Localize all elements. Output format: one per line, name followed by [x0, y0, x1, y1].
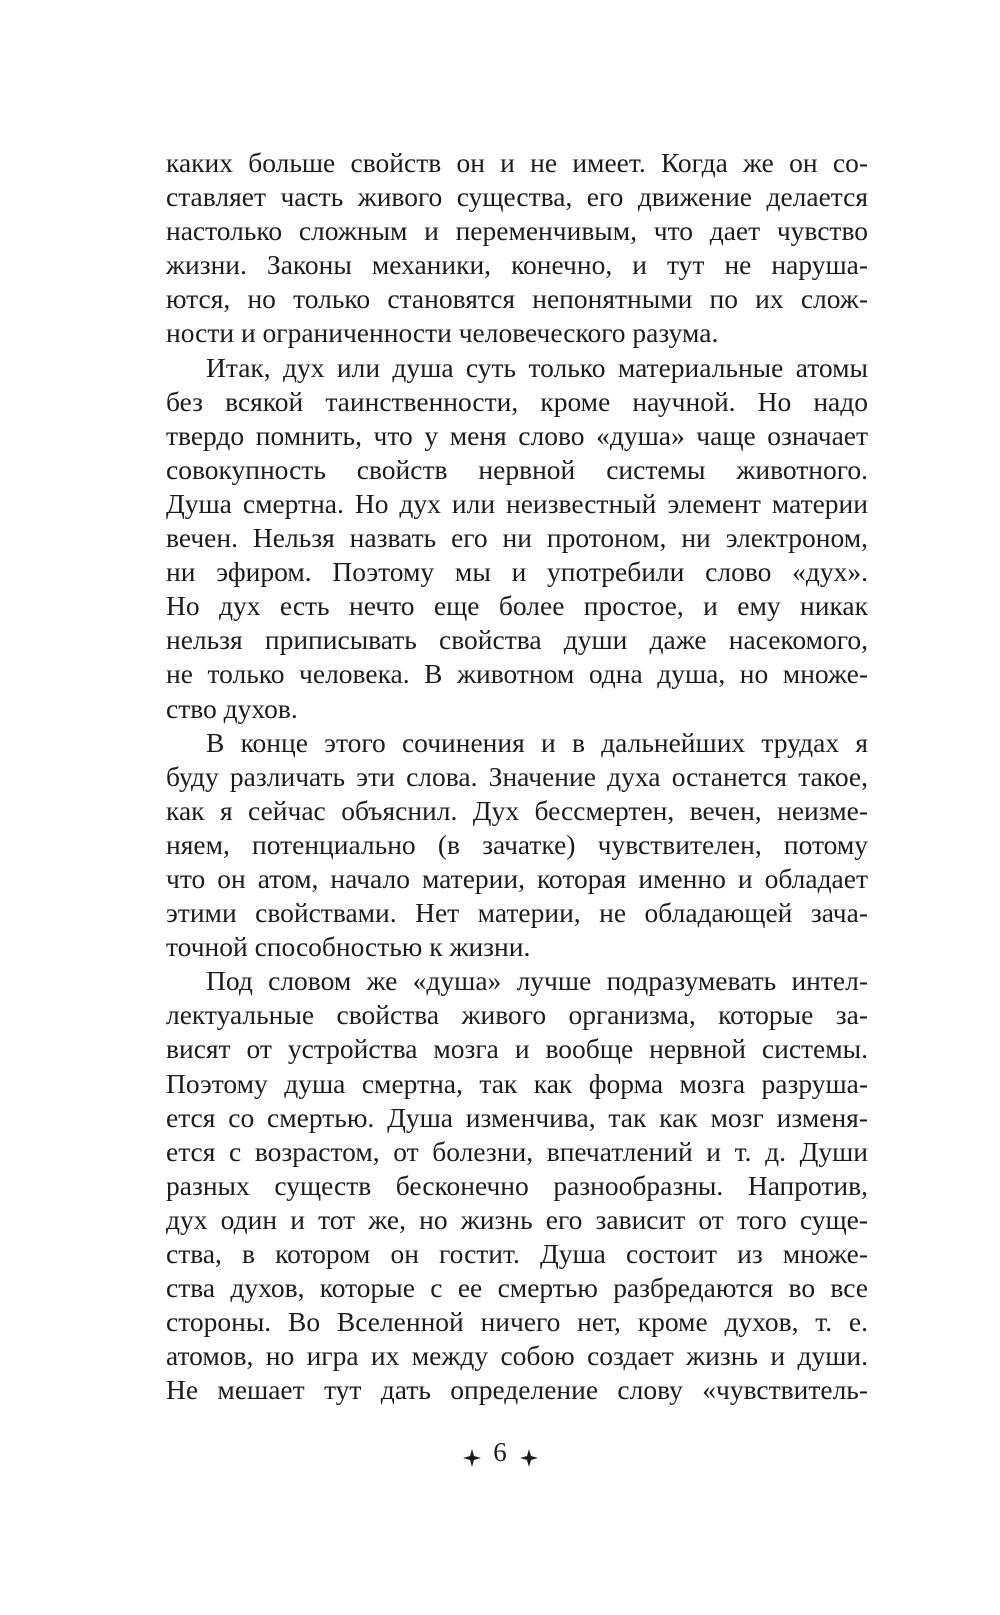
text-line: ется с возрастом, от болезни, впечатлений и т. д. Души — [166, 1135, 868, 1167]
text-line: атомов, но игра их между собою создает жизнь и души. — [166, 1340, 868, 1372]
four-point-star-icon — [463, 1441, 481, 1459]
text-line: Под словом же «душа» лучше подразумевать интел- — [206, 965, 868, 997]
text-line: Итак, дух или душа суть только материальные атомы — [206, 351, 868, 383]
text-line: ства, в котором он гостит. Душа состоит из множе- — [166, 1238, 868, 1269]
text-line: Поэтому душа смертна, так как форма мозга разруша- — [166, 1067, 868, 1099]
text-line: точной способностью к жизни. — [166, 931, 531, 963]
text-line: дух один и тот же, но жизнь его зависит от того суще- — [166, 1203, 868, 1235]
page-number: 6 — [493, 1436, 507, 1467]
text-line: ства духов, которые с ее смертью разбредаются во все — [166, 1272, 868, 1304]
text-line: буду различать эти слова. Значение духа останется такое, — [166, 760, 868, 792]
text-line: Но дух есть нечто еще более простое, и ему никак — [166, 590, 868, 622]
text-line: ется со смертью. Душа изменчива, так как мозг изменя- — [166, 1101, 868, 1133]
text-line: вечен. Нельзя назвать его ни протоном, ни электроном, — [166, 522, 868, 554]
text-line: В конце этого сочинения и в дальнейших трудах я — [206, 726, 868, 758]
text-line: совокупность свойств нервной системы животного. — [166, 453, 868, 485]
text-line: Душа смертна. Но дух или неизвестный элемент материи — [166, 487, 868, 519]
text-line: лектуальные свойства живого организма, которые за- — [166, 999, 868, 1031]
text-line: нельзя приписывать свойства души даже насекомого, — [166, 624, 868, 656]
four-point-star-icon — [520, 1441, 538, 1459]
text-line: разных существ бесконечно разнообразны. Напротив, — [166, 1169, 868, 1201]
text-line: ности и ограниченности человеческого разума. — [166, 317, 719, 349]
text-line: этими свойствами. Нет материи, не обладающей зача- — [166, 897, 868, 929]
text-line: висят от устройства мозга и вообще нервной системы. — [166, 1033, 868, 1065]
body-text — [166, 146, 868, 1407]
text-line: ни эфиром. Поэтому мы и употребили слово «дух». — [166, 556, 868, 588]
page-footer — [0, 1432, 1000, 1469]
text-line: стороны. Во Вселенной ничего нет, кроме духов, т. е. — [166, 1306, 868, 1338]
text-line: ство духов. — [166, 692, 298, 724]
text-line: настолько сложным и переменчивым, что дает чувство — [166, 215, 868, 247]
text-line: без всякой таинственности, кроме научной. Но надо — [166, 385, 868, 417]
text-line: Не мешает тут дать определение слову «чувствитель- — [166, 1374, 868, 1406]
text-line: ются, но только становятся непонятными по их слож- — [166, 283, 868, 315]
text-line: твердо помнить, что у меня слово «душа» чаще означает — [166, 419, 868, 451]
text-line: что он атом, начало материи, которая именно и обладает — [166, 862, 868, 894]
text-line: няем, потенциально (в зачатке) чувствителен, потому — [166, 828, 868, 860]
text-line: как я сейчас объяснил. Дух бессмертен, вечен, неизме- — [166, 794, 868, 826]
text-line: ставляет часть живого существа, его движение делается — [166, 181, 868, 213]
text-line: каких больше свойств он и не имеет. Когда же он со- — [166, 147, 868, 178]
text-line: жизни. Законы механики, конечно, и тут не наруша- — [166, 249, 868, 281]
text-line: не только человека. В животном одна душа, но множе- — [166, 658, 868, 690]
